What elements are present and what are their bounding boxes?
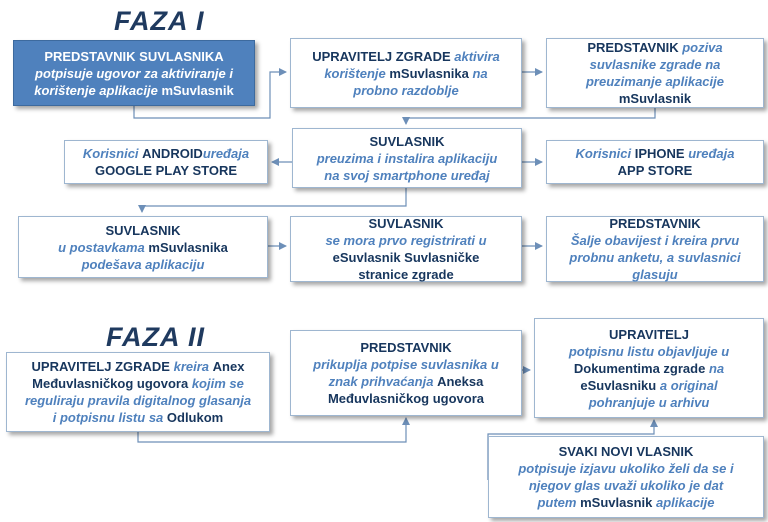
box-iphone — [546, 140, 764, 184]
box-line: podešava aplikaciju — [81, 256, 205, 272]
phase-1-title: FAZA I — [114, 6, 205, 36]
box-android — [64, 140, 268, 184]
box-line: PREDSTAVNIK — [360, 340, 452, 355]
box-text: korištenje aplikacije — [34, 82, 162, 98]
box-suvlasnik-registrira — [290, 216, 522, 282]
box-line: PREDSTAVNIK SUVLASNIKA — [44, 48, 224, 64]
box-text: UPRAVITELJ ZGRADE — [31, 359, 174, 374]
connector-3-to-preuzima — [406, 106, 655, 124]
box-line: Šalje obavijest i kreira prvu — [570, 233, 740, 248]
box-text: na — [705, 360, 725, 376]
box-text: kreira — [173, 359, 213, 374]
box-predstavnik-potpisuje — [13, 40, 255, 106]
box-upravitelj-aktivira — [290, 38, 522, 108]
connector-preuzima-to-postavke — [142, 188, 406, 212]
box-line: Međuvlasničkog ugovora — [327, 391, 485, 406]
box-text: mSuvlasnik — [580, 495, 653, 510]
box-line: probno razdoblje — [353, 82, 459, 98]
box-text: eSuvlasniku — [580, 377, 657, 393]
box-text: u postavkama — [58, 239, 149, 255]
box-line: potpisuje izjavu ukoliko želi da se i — [518, 461, 734, 476]
box-predstavnik-poziva — [546, 38, 764, 108]
phase-2-title: FAZA II — [106, 322, 205, 352]
box-text: Dokumentima zgrade — [573, 360, 706, 376]
box-line: na svoj smartphone uređaj — [324, 167, 490, 183]
box-text: korištenje — [324, 65, 390, 81]
box-text: i potpisnu listu — [52, 410, 146, 425]
box-line: suvlasnike zgrade na — [589, 57, 721, 72]
box-text: aplikacije — [652, 495, 715, 510]
box-suvlasnik-postavke — [18, 216, 268, 278]
box-line: SVAKI NOVI VLASNIK — [558, 444, 694, 459]
box-text: putem — [537, 495, 581, 510]
box-line: PREDSTAVNIK — [609, 216, 701, 231]
box-text: znak prihvaćanja — [328, 374, 438, 389]
box-line: pohranjuje u arhivu — [588, 394, 710, 410]
box-predstavnik-prikuplja — [290, 330, 522, 416]
box-svaki-novi-vlasnik — [488, 436, 764, 518]
box-line: se mora prvo registrirati u — [325, 233, 487, 248]
box-text: aktivira — [454, 48, 500, 64]
box-text: kojim se — [188, 376, 244, 391]
box-line: potpisuje ugovor za aktiviranje i — [35, 65, 233, 81]
box-text: mSuvlasnik — [161, 82, 234, 98]
box-text: na — [468, 65, 488, 81]
box-line: SUVLASNIK — [368, 216, 444, 231]
box-text: Međuvlasničkog ugovora — [32, 376, 189, 391]
box-line: SUVLASNIK — [369, 133, 445, 149]
box-line: njegov glas uvaži ukoliko je dat — [528, 478, 724, 493]
box-line: preuzima i instalira aplikaciju — [316, 150, 498, 166]
box-text: ANDROID — [142, 146, 203, 161]
box-text: a original — [656, 377, 718, 393]
box-line: glasuju — [632, 267, 678, 282]
box-line: SUVLASNIK — [105, 222, 181, 238]
box-line: GOOGLE PLAY STORE — [94, 163, 238, 178]
box-text: uređaja — [202, 146, 250, 161]
box-text: uređaja — [684, 146, 735, 161]
box-suvlasnik-preuzima — [292, 128, 522, 188]
box-line: eSuvlasnik Suvlasničke — [332, 250, 480, 265]
box-line: mSuvlasnik — [618, 91, 692, 106]
box-line: probnu anketu, a suvlasnici — [569, 250, 741, 265]
box-upravitelj-kreira — [6, 352, 270, 432]
box-text: mSuvlasnika — [148, 239, 228, 255]
box-upravitelj-objavljuje — [534, 318, 764, 418]
box-text: Odlukom — [166, 410, 224, 425]
box-text: mSuvlasnika — [389, 65, 469, 81]
box-text: Aneksa — [437, 374, 484, 389]
box-predstavnik-salje — [546, 216, 764, 282]
box-text: UPRAVITELJ ZGRADE — [312, 48, 455, 64]
box-line: potpisnu listu objavljuje u — [568, 343, 730, 359]
box-text: sa — [145, 410, 167, 425]
box-text: Anex — [212, 359, 245, 374]
box-text: IPHONE — [634, 146, 685, 161]
box-line: preuzimanje aplikacije — [585, 74, 724, 89]
box-line: reguliraju pravila digitalnog glasanja — [24, 393, 252, 408]
box-line: stranice zgrade — [358, 267, 454, 282]
box-line: UPRAVITELJ — [609, 326, 689, 342]
box-line: prikuplja potpise suvlasnika u — [313, 357, 499, 372]
box-text: PREDSTAVNIK — [587, 40, 683, 55]
box-text: poziva — [682, 40, 723, 55]
box-text: Korisnici — [575, 146, 635, 161]
box-text: Korisnici — [82, 146, 143, 161]
box-line: APP STORE — [617, 163, 693, 178]
